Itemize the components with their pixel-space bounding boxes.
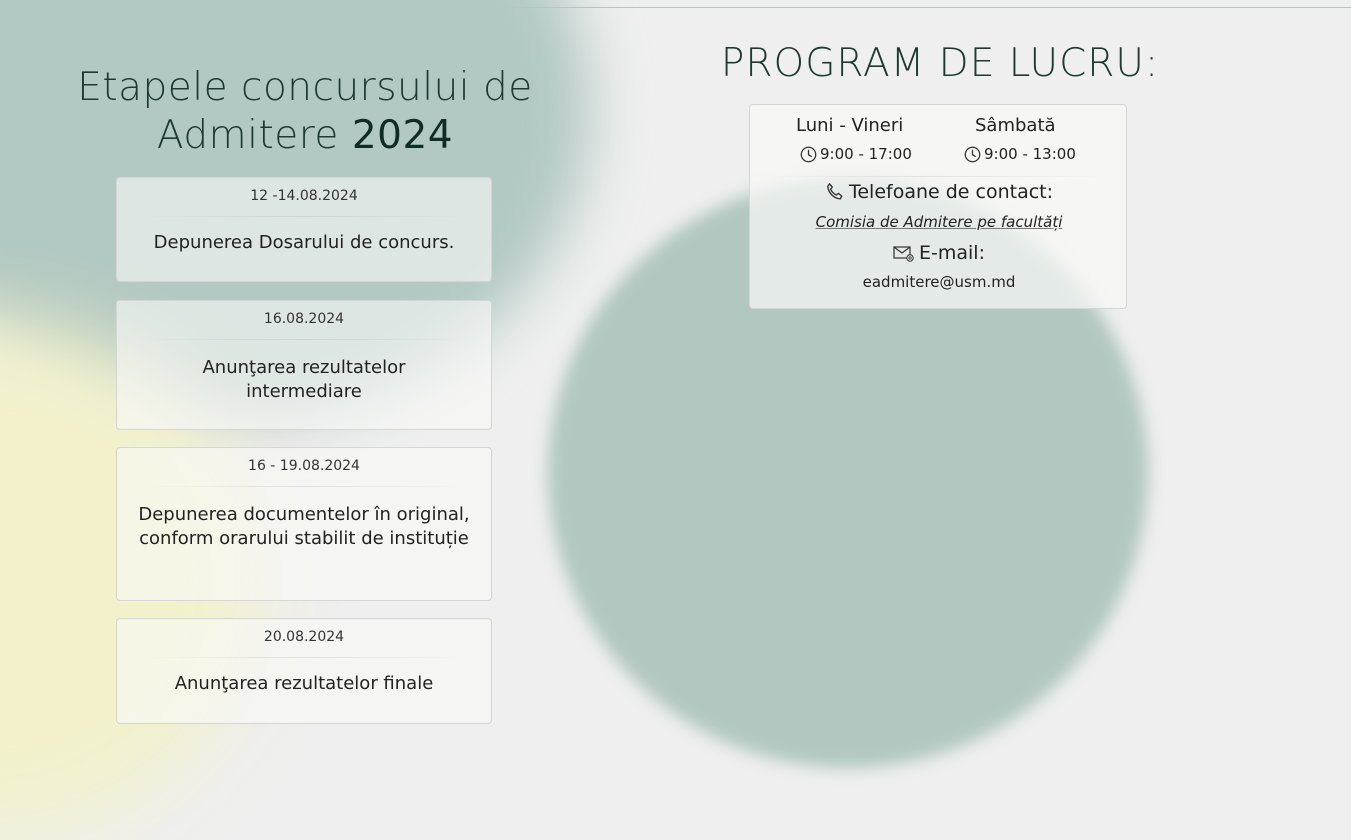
admission-stages-title <box>30 64 580 160</box>
stage-description: Anunţarea rezultatelor finale <box>174 673 434 694</box>
phone-icon <box>825 182 845 202</box>
title-year: 2024 <box>351 113 454 158</box>
email-address[interactable]: eadmitere@usm.md <box>862 273 1016 291</box>
clock-icon <box>964 146 981 163</box>
work-schedule-title: PROGRAM DE LUCRU: <box>720 41 1160 86</box>
email-label: E-mail: <box>919 242 985 264</box>
stage-description: Depunerea documentelor în original, conform orarului stabilit de instituție <box>138 504 470 549</box>
weekday-label: Luni - Vineri <box>796 115 904 136</box>
email-icon <box>893 244 915 262</box>
stage-date: 16.08.2024 <box>263 311 345 327</box>
email-heading <box>750 242 1128 264</box>
weekday-hours-text: 9:00 - 17:00 <box>820 145 912 163</box>
saturday-label: Sâmbată <box>975 115 1056 136</box>
stage-description: Anunţarea rezultatelor intermediare <box>202 357 406 402</box>
saturday-hours-text: 9:00 - 13:00 <box>984 145 1076 163</box>
commission-link[interactable] <box>750 213 1128 231</box>
saturday-hours <box>964 145 1076 163</box>
stage-card-2 <box>116 300 492 430</box>
stage-date: 20.08.2024 <box>263 629 345 645</box>
stage-card-3 <box>116 447 492 601</box>
card-divider <box>766 176 1112 177</box>
stage-card-4 <box>116 618 492 724</box>
stage-date: 16 - 19.08.2024 <box>248 458 360 474</box>
stage-card-1 <box>116 177 492 282</box>
phone-heading <box>750 181 1128 203</box>
commission-link-text[interactable]: Comisia de Admitere pe facultăți <box>815 213 1063 231</box>
clock-icon <box>800 146 817 163</box>
phone-label: Telefoane de contact: <box>848 181 1054 203</box>
title-line2: Admitere <box>156 113 339 158</box>
weekday-hours <box>800 145 912 163</box>
stage-description: Depunerea Dosarului de concurs. <box>153 232 455 253</box>
title-line1: Etapele concursului de <box>77 65 533 110</box>
stage-date: 12 -14.08.2024 <box>250 188 358 204</box>
work-schedule-card <box>749 104 1127 309</box>
